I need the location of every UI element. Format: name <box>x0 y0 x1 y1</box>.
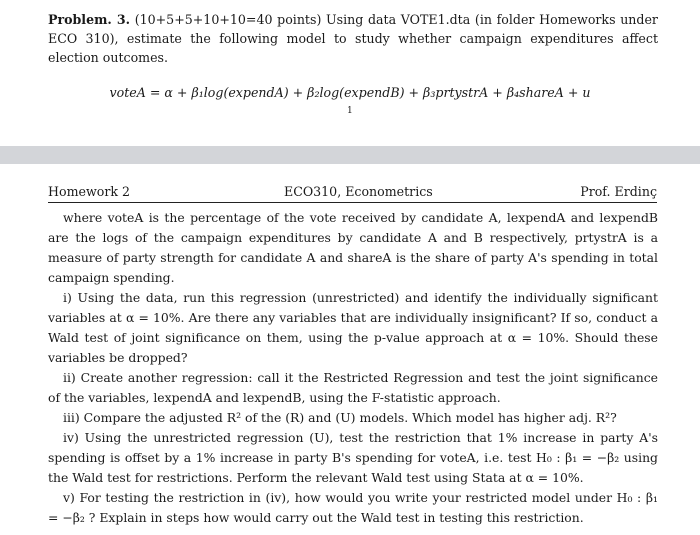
page-number: 1 <box>347 106 353 116</box>
problem-label: Problem. 3. <box>48 12 131 27</box>
question-iii: iii) Compare the adjusted R² of the (R) and (U) models. Which model has higher adj. R²? <box>63 410 617 425</box>
variable-definitions: where voteA is the percentage of the vote received by candidate A, lexpendA and lexpendB are the logs of the campaign expenditures by candidate A and B respectively, prtystrA is a measure of party strength for candidate A and shareA is the share of party A's spending in total campaign spending. <box>48 210 658 285</box>
problem-text: Using data VOTE1.dta (in folder Homeworks under ECO 310), estimate the following model to study whether campaign expenditures affect election outcomes. <box>48 12 658 65</box>
running-header <box>48 184 657 203</box>
question-body <box>48 208 658 528</box>
header-left: Homework 2 <box>48 184 130 199</box>
page-one <box>0 0 700 146</box>
question-ii: ii) Create another regression: call it the Restricted Regression and test the joint significance of the variables, lexpendA and lexpendB, using the F-statistic approach. <box>48 370 658 405</box>
question-v: v) For testing the restriction in (iv), how would you write your restricted model under H₀ : β₁ = −β₂ ? Explain in steps how would carry out the Wald test in testing this restriction. <box>48 490 658 525</box>
question-i: i) Using the data, run this regression (unrestricted) and identify the individually significant variables at α = 10%. Are there any variables that are individually insignificant? If so, conduct a Wald test of joint significance on them, using the p-value approach at α = 10%. Should these variables be dropped? <box>48 290 658 365</box>
problem-statement <box>48 10 658 67</box>
page-two <box>0 164 700 535</box>
header-right: Prof. Erdinç <box>580 184 657 199</box>
question-iv: iv) Using the unrestricted regression (U), test the restriction that 1% increase in party A's spending is offset by a 1% increase in party B's spending for voteA, i.e. test H₀ : β₁ = −β₂ using the Wald test for restrictions. Perform the relevant Wald test using Stata at α = 10%. <box>48 430 658 485</box>
problem-points: (10+5+5+10+10=40 points) <box>134 12 322 27</box>
page-separator <box>0 146 700 164</box>
model-equation: voteA = α + β₁log(expendA) + β₂log(expendB) + β₃prtystrA + β₄shareA + u <box>109 85 591 100</box>
header-center: ECO310, Econometrics <box>284 184 433 199</box>
